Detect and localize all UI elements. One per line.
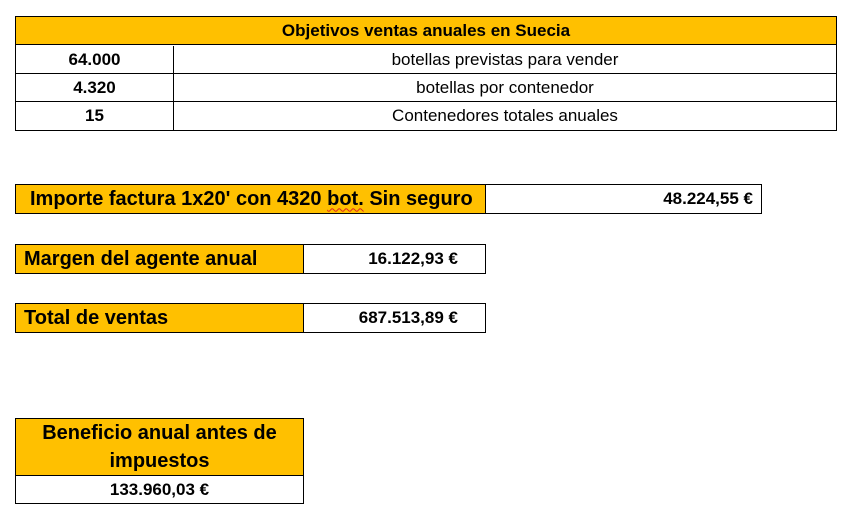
invoice-label	[15, 184, 486, 214]
agent-margin-label: Margen del agente anual	[15, 244, 304, 274]
objectives-title: Objetivos ventas anuales en Suecia	[16, 17, 836, 45]
bottles-per-container-label: botellas por contenedor	[174, 74, 836, 102]
bottles-per-container-value: 4.320	[16, 74, 174, 102]
invoice-label-before: Importe factura 1x20' con 4320	[30, 187, 328, 210]
invoice-label-flagged-word: bot.	[327, 187, 364, 210]
bottles-planned-label: botellas previstas para vender	[174, 46, 836, 74]
objectives-table	[15, 16, 837, 131]
invoice-value: 48.224,55 €	[485, 184, 762, 214]
annual-profit-label: Beneficio anual antes de impuestos	[15, 418, 304, 476]
total-sales-label: Total de ventas	[15, 303, 304, 333]
annual-profit-value: 133.960,03 €	[15, 475, 304, 504]
containers-total-value: 15	[16, 102, 174, 130]
agent-margin-value: 16.122,93 €	[303, 244, 486, 274]
bottles-planned-value: 64.000	[16, 46, 174, 74]
total-sales-value: 687.513,89 €	[303, 303, 486, 333]
invoice-label-after: Sin seguro	[363, 187, 473, 210]
containers-total-label: Contenedores totales anuales	[392, 106, 618, 125]
